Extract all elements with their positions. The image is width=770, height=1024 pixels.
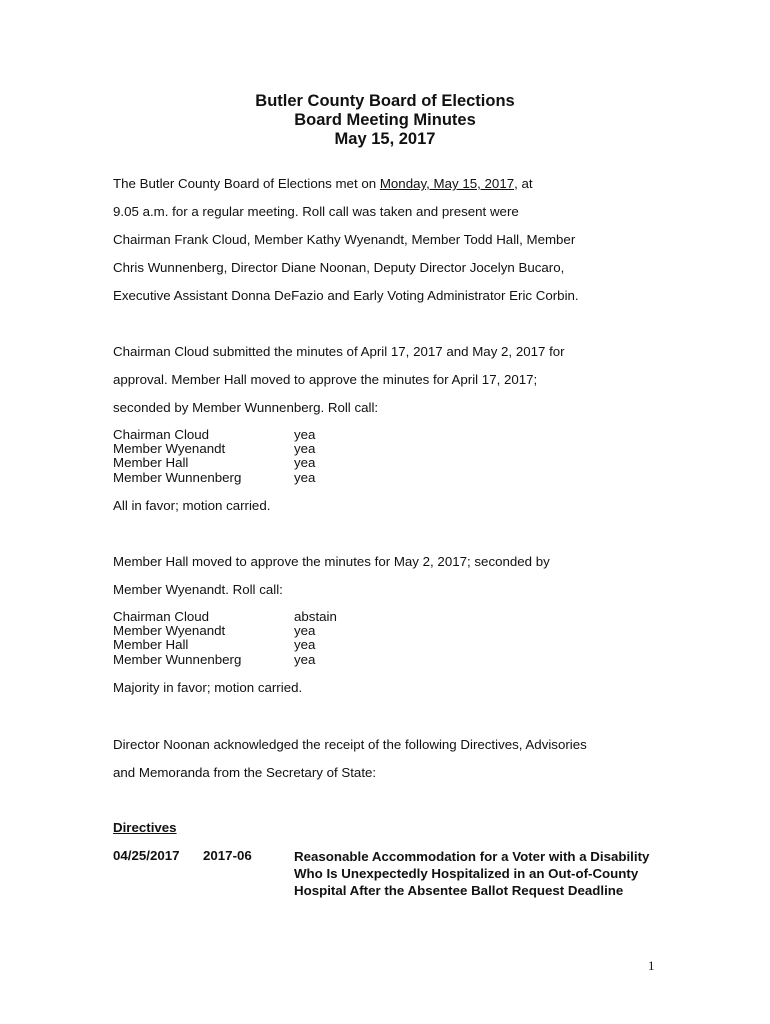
member-vote: yea (294, 469, 316, 485)
roll-call-row (113, 471, 315, 485)
roll-call-row (113, 456, 315, 470)
directive-number: 2017-06 (203, 848, 252, 863)
member-vote: yea (294, 623, 316, 639)
roll-call-row (113, 442, 315, 456)
intro-line-3: Chairman Frank Cloud, Member Kathy Wyenandt, Member Todd Hall, Member (113, 232, 576, 247)
motion1-line-3: seconded by Member Wunnenberg. Roll call: (113, 400, 379, 415)
motion2-line-2: Member Wyenandt. Roll call: (113, 582, 283, 597)
intro-line-4: Chris Wunnenberg, Director Diane Noonan, Deputy Director Jocelyn Bucaro, (113, 260, 565, 275)
motion1-result: All in favor; motion carried. (113, 498, 271, 513)
motion1-line-1: Chairman Cloud submitted the minutes of April 17, 2017 and May 2, 2017 for (113, 344, 565, 359)
doc-title-date: May 15, 2017 (334, 130, 436, 148)
motion1-line-2: approval. Member Hall moved to approve the minutes for April 17, 2017; (113, 372, 538, 387)
member-vote: yea (294, 455, 316, 471)
member-name: Member Wyenandt (113, 441, 226, 457)
meeting-date: Monday, May 15, 2017 (379, 176, 515, 191)
directive-title: Reasonable Accommodation for a Voter with a Disability Who Is Unexpectedly Hospitalized in an Out-of-County Hospital After the Absentee Ballot Request Deadline (294, 849, 650, 898)
member-name: Member Wunnenberg (113, 651, 242, 667)
member-name: Member Hall (113, 455, 189, 471)
intro-line-2: 9.05 a.m. for a regular meeting. Roll call was taken and present were (113, 204, 519, 219)
member-name: Chairman Cloud (113, 609, 210, 624)
member-name: Member Hall (113, 637, 189, 653)
roll-call-row (113, 610, 337, 624)
roll-call-2 (113, 610, 337, 667)
member-vote: abstain (294, 609, 337, 624)
directives-intro-line-2: and Memoranda from the Secretary of State: (113, 765, 377, 780)
directives-heading: Directives (113, 820, 177, 835)
roll-call-row (113, 624, 337, 638)
roll-call-row (113, 428, 315, 442)
page-number: 1 (648, 958, 655, 973)
member-vote: yea (294, 651, 316, 667)
intro-line-5: Executive Assistant Donna DeFazio and Early Voting Administrator Eric Corbin. (113, 288, 579, 303)
intro-text-end: , at (514, 176, 533, 191)
motion2-result: Majority in favor; motion carried. (113, 680, 303, 695)
doc-title-type: Board Meeting Minutes (294, 111, 476, 129)
roll-call-1 (113, 428, 315, 485)
directives-intro-line-1: Director Noonan acknowledged the receipt of the following Directives, Advisories (113, 737, 587, 752)
member-name: Member Wunnenberg (113, 469, 242, 485)
member-name: Member Wyenandt (113, 623, 226, 639)
member-vote: yea (294, 441, 316, 457)
roll-call-row (113, 653, 337, 667)
intro-text: The Butler County Board of Elections met on (113, 176, 380, 191)
directive-date: 04/25/2017 (113, 848, 180, 863)
doc-title-org: Butler County Board of Elections (255, 92, 515, 110)
intro-line-1 (113, 176, 533, 192)
member-name: Chairman Cloud (113, 427, 210, 442)
motion2-line-1: Member Hall moved to approve the minutes for May 2, 2017; seconded by (113, 554, 550, 569)
member-vote: yea (294, 637, 316, 653)
member-vote: yea (294, 427, 316, 442)
roll-call-row (113, 638, 337, 652)
